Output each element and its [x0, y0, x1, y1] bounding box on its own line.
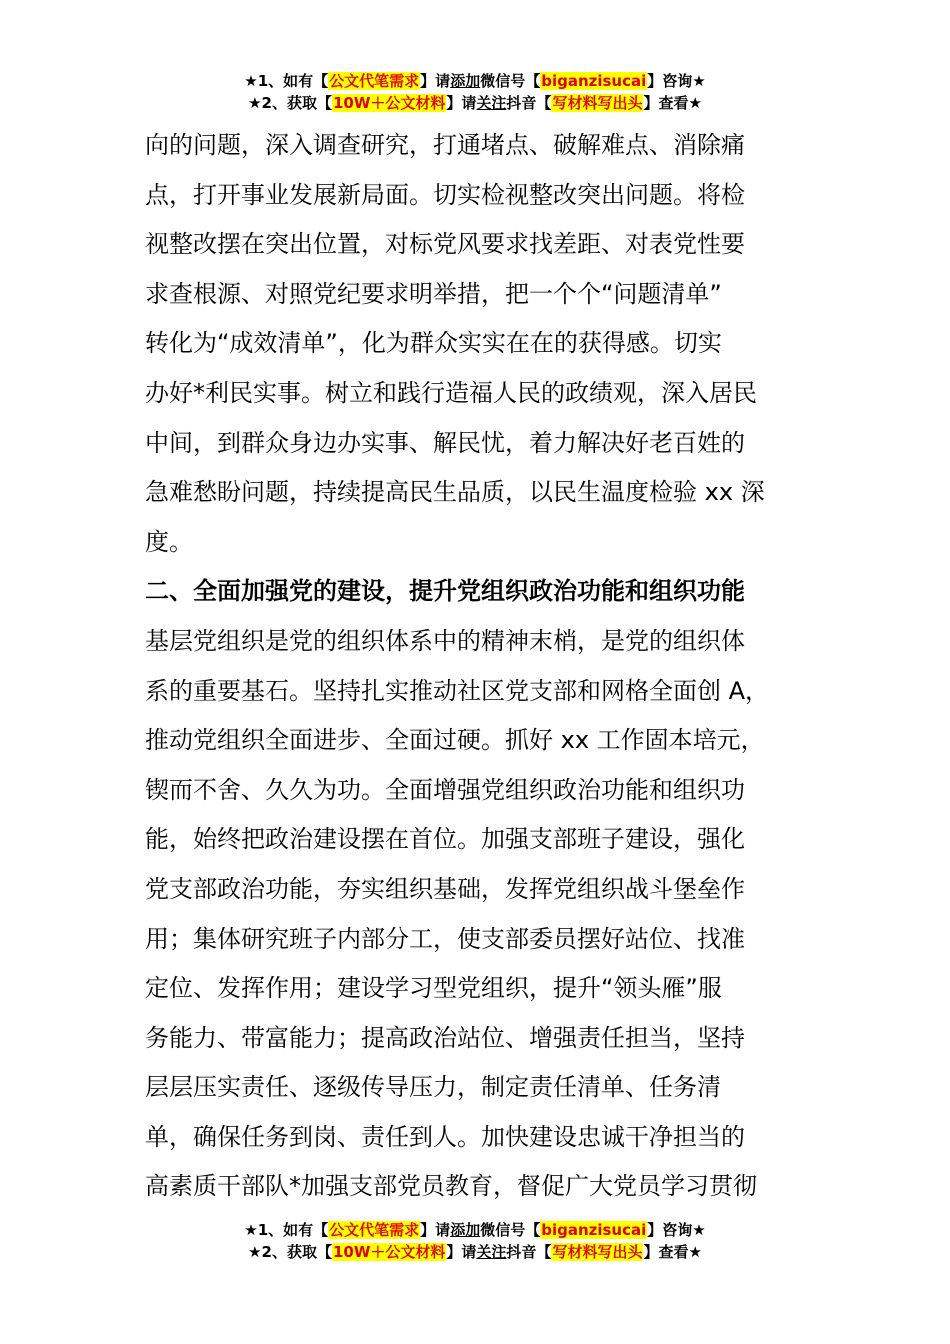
- highlight-douyin: 写材料写出头: [552, 94, 643, 112]
- paragraph-line: 单，确保任务到岗、责任到人。加快建设忠诚干净担当的: [145, 1122, 745, 1151]
- banner-line-1: [0, 70, 950, 92]
- paragraph-line: 系的重要基石。坚持扎实推动社区党支部和网格全面创 A，: [145, 676, 770, 705]
- banner-text: 】请: [446, 1243, 477, 1261]
- highlight-materials: 10W＋公文材料: [332, 94, 446, 112]
- paragraph-line: 转化为“成效清单”，化为群众实实在在的获得感。切实: [145, 329, 722, 358]
- banner-text: ★2、获取【: [248, 1243, 332, 1261]
- banner-text: ★1、如有【: [244, 72, 329, 90]
- document-body: [145, 121, 805, 1212]
- paragraph-line: 基层党组织是党的组织体系中的精神末梢，是党的组织体: [145, 626, 745, 655]
- banner-line-2: [0, 1241, 950, 1263]
- paragraph-line: 能，始终把政治建设摆在首位。加强支部班子建设，强化: [145, 825, 745, 854]
- banner-text: 】咨询★: [647, 72, 706, 90]
- banner-text: ★2、获取【: [248, 94, 332, 112]
- banner-text: ★1、如有【: [244, 1221, 329, 1239]
- banner-text: 】查看★: [643, 1243, 702, 1261]
- paragraph-line: 向的问题，深入调查研究，打通堵点、破解难点、消除痛: [145, 131, 745, 159]
- paragraph-line: 求查根源、对照党纪要求明举措，把一个个“问题清单”: [145, 279, 722, 308]
- paragraph-line: 点，打开事业发展新局面。切实检视整改突出问题。将检: [145, 180, 745, 209]
- highlight-service: 公文代笔需求: [329, 72, 420, 90]
- highlight-douyin: 写材料写出头: [552, 1243, 643, 1261]
- paragraph-line: 定位、发挥作用；建设学习型党组织，提升“领头雁”服: [145, 974, 722, 1003]
- paragraph-line: 层层压实责任、逐级传导压力，制定责任清单、任务清: [145, 1073, 721, 1102]
- highlight-wechat-id: biganzisucai: [541, 1221, 647, 1239]
- banner-line-1: [0, 1219, 950, 1241]
- bottom-banner: [0, 1219, 950, 1263]
- paragraph-line: 务能力、带富能力；提高政治站位、增强责任担当，坚持: [145, 1023, 745, 1052]
- highlight-wechat-id: biganzisucai: [541, 72, 647, 90]
- banner-text: 】查看★: [643, 94, 702, 112]
- paragraph-line: 中间，到群众身边办实事、解民忧，着力解决好老百姓的: [145, 428, 745, 457]
- banner-underlined: 关注: [476, 1243, 507, 1261]
- paragraph-line: 推动党组织全面进步、全面过硬。抓好 xx 工作固本培元，: [145, 726, 765, 755]
- paragraph-line: 党支部政治功能，夯实组织基础，发挥党组织战斗堡垒作: [145, 874, 745, 903]
- paragraph-line: 急难愁盼问题，持续提高民生品质，以民生温度检验 xx 深: [145, 478, 765, 507]
- paragraph-line: 视整改摆在突出位置，对标党风要求找差距、对表党性要: [145, 230, 745, 259]
- paragraph-line: 高素质干部队*加强支部党员教育，督促广大党员学习贯彻: [145, 1172, 757, 1201]
- paragraph-line: 度。: [145, 527, 193, 556]
- highlight-materials: 10W＋公文材料: [332, 1243, 446, 1261]
- banner-text: 抖音【: [506, 94, 552, 112]
- banner-text: 抖音【: [506, 1243, 552, 1261]
- banner-text: 】请: [420, 72, 451, 90]
- banner-text: 】咨询★: [647, 1221, 706, 1239]
- highlight-service: 公文代笔需求: [329, 1221, 420, 1239]
- banner-underlined: 添加: [450, 1221, 481, 1239]
- banner-text: 微信号【: [480, 72, 541, 90]
- banner-underlined: 添加: [450, 72, 481, 90]
- paragraph-line: 锲而不舍、久久为功。全面增强党组织政治功能和组织功: [145, 775, 745, 804]
- paragraph-line: 用；集体研究班子内部分工，使支部委员摆好站位、找准: [145, 924, 745, 953]
- top-banner: [0, 70, 950, 114]
- banner-text: 微信号【: [480, 1221, 541, 1239]
- paragraph-line: 办好*利民实事。树立和践行造福人民的政绩观，深入居民: [145, 378, 757, 407]
- banner-line-2: [0, 92, 950, 114]
- banner-text: 】请: [446, 94, 477, 112]
- banner-text: 】请: [420, 1221, 451, 1239]
- banner-underlined: 关注: [476, 94, 507, 112]
- section-heading: 二、全面加强党的建设，提升党组织政治功能和组织功能: [145, 577, 745, 606]
